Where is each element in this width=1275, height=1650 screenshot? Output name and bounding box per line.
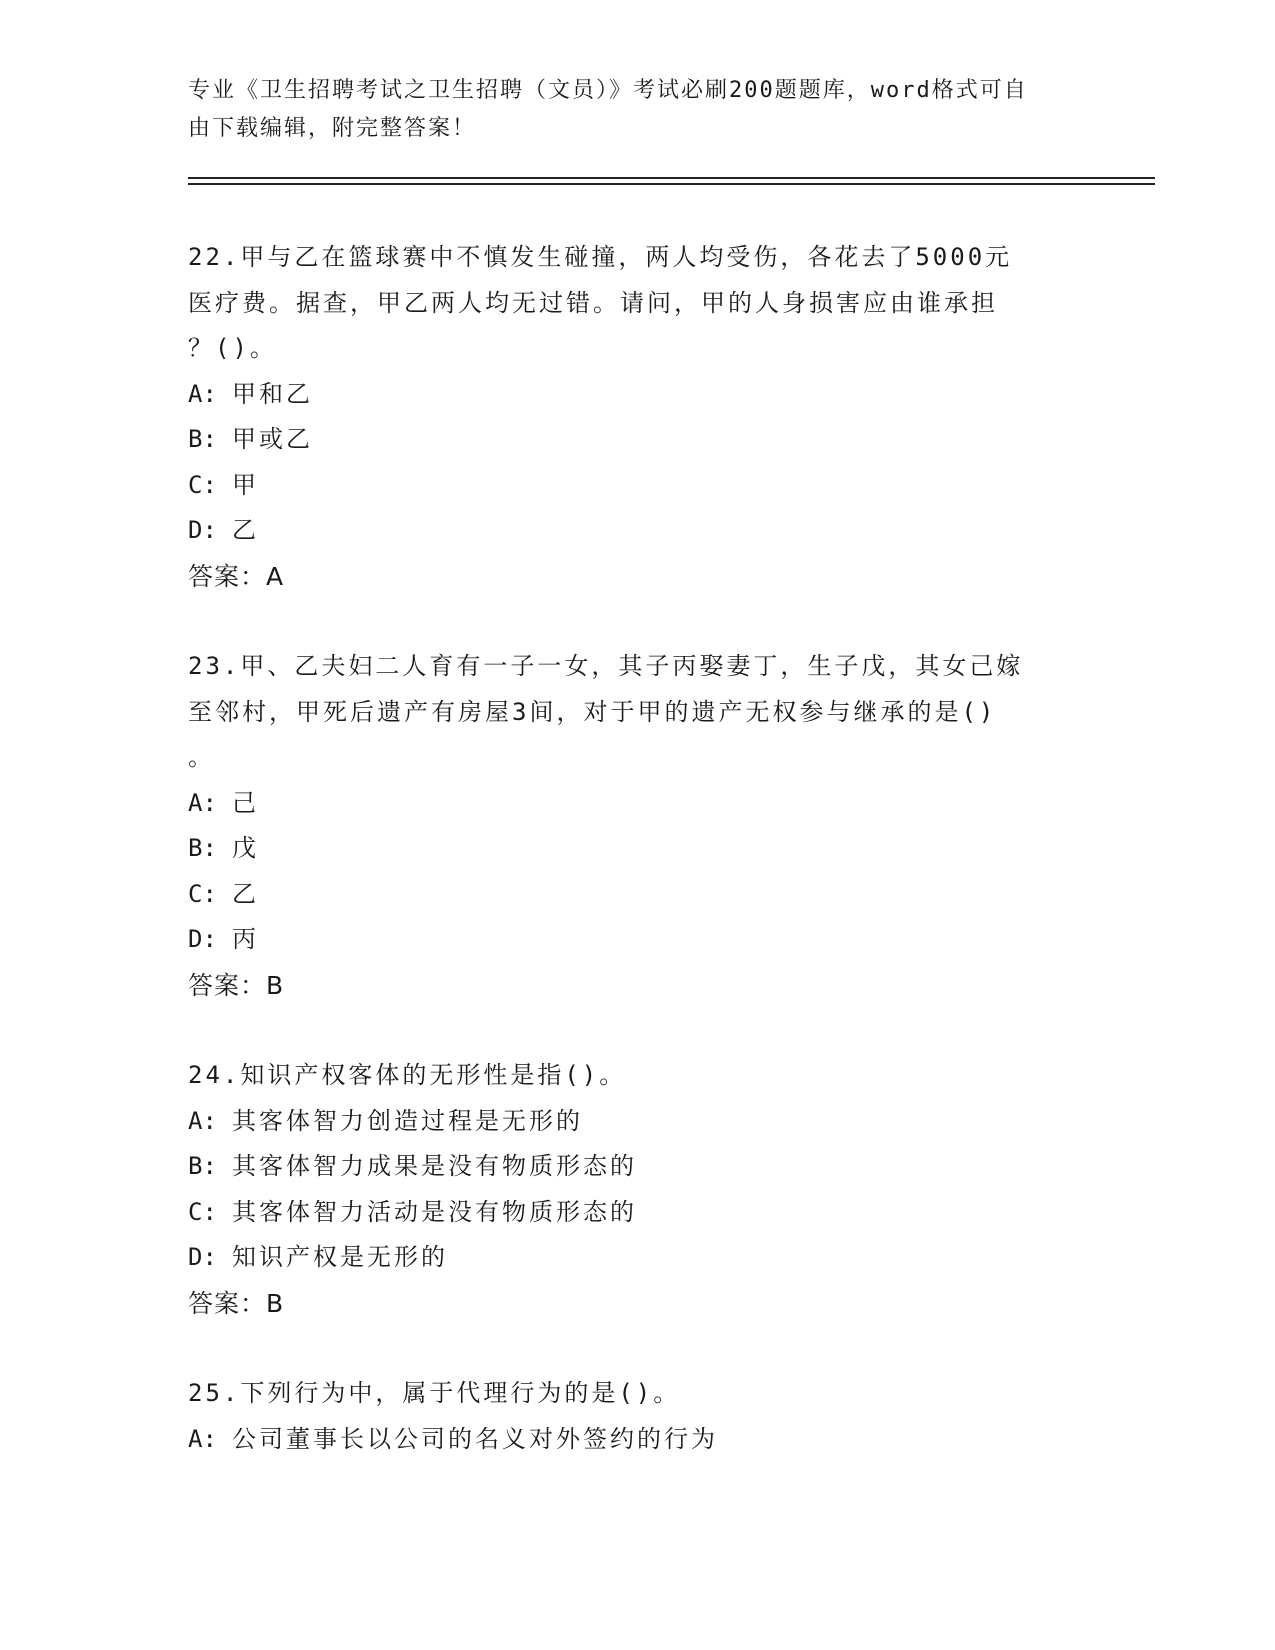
- option-letter: A:: [188, 379, 217, 408]
- answer-line: 答案：B: [188, 1288, 285, 1318]
- header-divider-bottom: [188, 183, 1155, 185]
- answer-line: 答案：A: [188, 561, 285, 591]
- option-c: [188, 872, 1088, 918]
- option-b: [188, 417, 1088, 463]
- option-letter: A:: [188, 788, 217, 817]
- option-text: 公司董事长以公司的名义对外签约的行为: [232, 1424, 718, 1453]
- question-text-line: 。: [188, 743, 215, 771]
- option-text: 丙: [232, 925, 259, 953]
- option-letter: D:: [188, 516, 217, 544]
- question-text-line: 22.甲与乙在篮球赛中不慎发生碰撞，两人均受伤，各花去了5000元: [188, 243, 1013, 271]
- option-text: 甲和乙: [232, 379, 313, 408]
- option-text: 戊: [232, 834, 259, 862]
- question-text-line: 医疗费。据查，甲乙两人均无过错。请问，甲的人身损害应由谁承担: [188, 288, 998, 317]
- question-text-line: 24.知识产权客体的无形性是指()。: [188, 1061, 627, 1089]
- option-text: 乙: [232, 516, 259, 544]
- question-22: [188, 235, 1088, 599]
- answer-line: 答案：B: [188, 970, 285, 1000]
- option-a: [188, 1099, 1088, 1145]
- option-a: [188, 781, 1088, 827]
- option-text: 甲: [232, 470, 259, 499]
- option-b: [188, 1144, 1088, 1190]
- question-list: [188, 235, 1088, 1507]
- document-header: [188, 72, 1068, 148]
- option-letter: B:: [188, 834, 217, 862]
- option-c: [188, 1190, 1088, 1236]
- header-divider-top: [188, 177, 1155, 179]
- question-text-line: 23.甲、乙夫妇二人育有一子一女，其子丙娶妻丁，生子戊，其女己嫁: [188, 652, 1024, 680]
- option-letter: C:: [188, 1197, 217, 1226]
- option-c: [188, 463, 1088, 509]
- question-24: [188, 1053, 1088, 1326]
- header-line-1: 专业《卫生招聘考试之卫生招聘（文员）》考试必刷200题题库，word格式可自: [188, 78, 1028, 103]
- option-text: 乙: [232, 879, 259, 908]
- option-b: [188, 826, 1088, 872]
- question-23: [188, 644, 1088, 1008]
- option-letter: A:: [188, 1106, 217, 1135]
- option-text: 其客体智力创造过程是无形的: [232, 1106, 583, 1135]
- option-letter: B:: [188, 1152, 217, 1180]
- question-text-line: 25.下列行为中，属于代理行为的是()。: [188, 1379, 681, 1407]
- question-25: [188, 1371, 1088, 1462]
- option-a: [188, 1417, 1088, 1463]
- question-text-line: ？()。: [188, 334, 277, 362]
- option-letter: D:: [188, 1243, 217, 1271]
- option-d: [188, 1235, 1088, 1281]
- option-d: [188, 917, 1088, 963]
- header-line-2: 由下载编辑，附完整答案！: [188, 116, 477, 141]
- option-text: 知识产权是无形的: [232, 1243, 448, 1271]
- option-letter: C:: [188, 470, 217, 499]
- option-text: 其客体智力活动是没有物质形态的: [232, 1197, 637, 1226]
- option-letter: C:: [188, 879, 217, 908]
- option-a: [188, 372, 1088, 418]
- option-letter: D:: [188, 925, 217, 953]
- option-text: 己: [232, 788, 259, 817]
- option-d: [188, 508, 1088, 554]
- option-text: 其客体智力成果是没有物质形态的: [232, 1152, 637, 1180]
- question-text-line: 至邻村，甲死后遗产有房屋3间，对于甲的遗产无权参与继承的是(): [188, 697, 997, 726]
- option-letter: B:: [188, 425, 217, 453]
- option-text: 甲或乙: [232, 425, 313, 453]
- option-letter: A:: [188, 1424, 217, 1453]
